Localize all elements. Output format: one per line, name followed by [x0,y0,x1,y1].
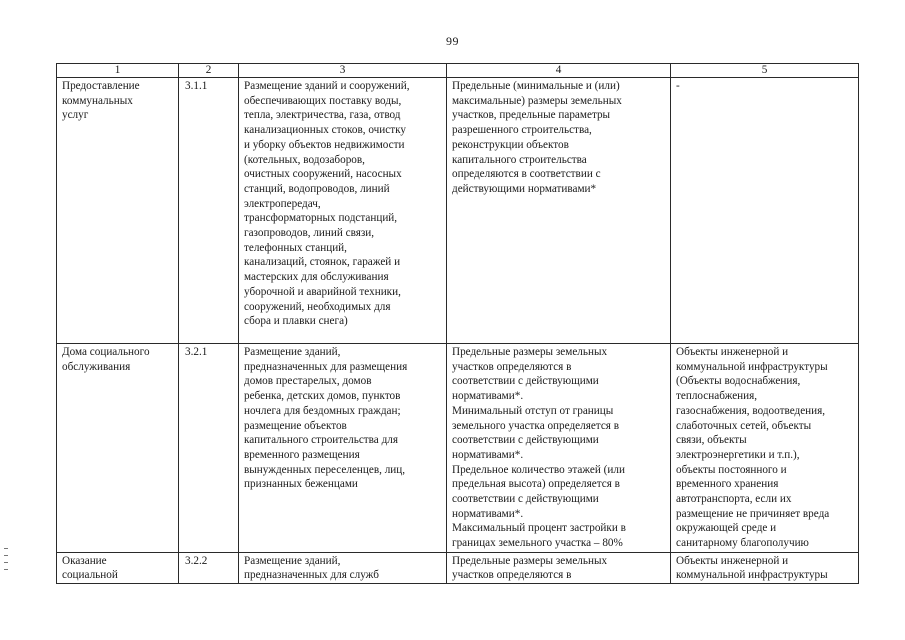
column-header-1: 1 [57,64,179,78]
use-type-name: Оказание социальной [57,552,179,583]
use-type-code: 3.2.2 [179,552,239,583]
column-header-3: 3 [239,64,447,78]
construction-parameters: Предельные размеры земельных участков определяются в [447,552,671,583]
auxiliary-uses: Объекты инженерной и коммунальной инфраструктуры (Объекты водоснабжения, теплоснабжения, газоснабжения, водоотведения, слаботочных сетей, объекты связи, объекты электроэнергетики и т.п.), объекты постоянного и временного хранения автотранспорта, если их размещение не причиняет вреда окружающей среде и санитарному благополучию [671,344,859,553]
table-row [57,78,859,344]
column-header-5: 5 [671,64,859,78]
use-description: Размещение зданий, предназначенных для служб [239,552,447,583]
auxiliary-uses: Объекты инженерной и коммунальной инфраструктуры [671,552,859,583]
use-description: Размещение зданий, предназначенных для размещения домов престарелых, домов ребенка, детских домов, пунктов ночлега для бездомных граждан; размещение объектов капитального строительства для временного размещения вынужденных переселенцев, лиц, признанных беженцами [239,344,447,553]
column-header-2: 2 [179,64,239,78]
use-type-name: Предоставление коммунальных услуг [57,78,179,344]
table-row [57,552,859,583]
use-type-code: 3.1.1 [179,78,239,344]
scan-margin-marks [4,548,8,588]
use-type-name: Дома социального обслуживания [57,344,179,553]
table-row [57,344,859,553]
construction-parameters: Предельные (минимальные и (или) максимальные) размеры земельных участков, предельные параметры разрешенного строительства, реконструкции объектов капитального строительства определяются в соответствии с действующими нормативами* [447,78,671,344]
land-use-regulations-table [56,63,859,584]
construction-parameters: Предельные размеры земельных участков определяются в соответствии с действующими нормативами*. Минимальный отступ от границы земельного участка определяется в соответствии с действующими нормативами*. Предельное количество этажей (или предельная высота) определяется в соответствии с действующими нормативами*. Максимальный процент застройки в границах земельного участка – 80% [447,344,671,553]
page-number: 99 [446,34,459,48]
table-header-row [57,64,859,78]
use-type-code: 3.2.1 [179,344,239,553]
auxiliary-uses: - [671,78,859,344]
column-header-4: 4 [447,64,671,78]
use-description: Размещение зданий и сооружений, обеспечивающих поставку воды, тепла, электричества, газа, отвод канализационных стоков, очистку и уборку объектов недвижимости (котельных, водозаборов, очистных сооружений, насосных станций, водопроводов, линий электропередач, трансформаторных подстанций, газопроводов, линий связи, телефонных станций, канализаций, стоянок, гаражей и мастерских для обслуживания уборочной и аварийной техники, сооружений, необходимых для сбора и плавки снега) [239,78,447,344]
